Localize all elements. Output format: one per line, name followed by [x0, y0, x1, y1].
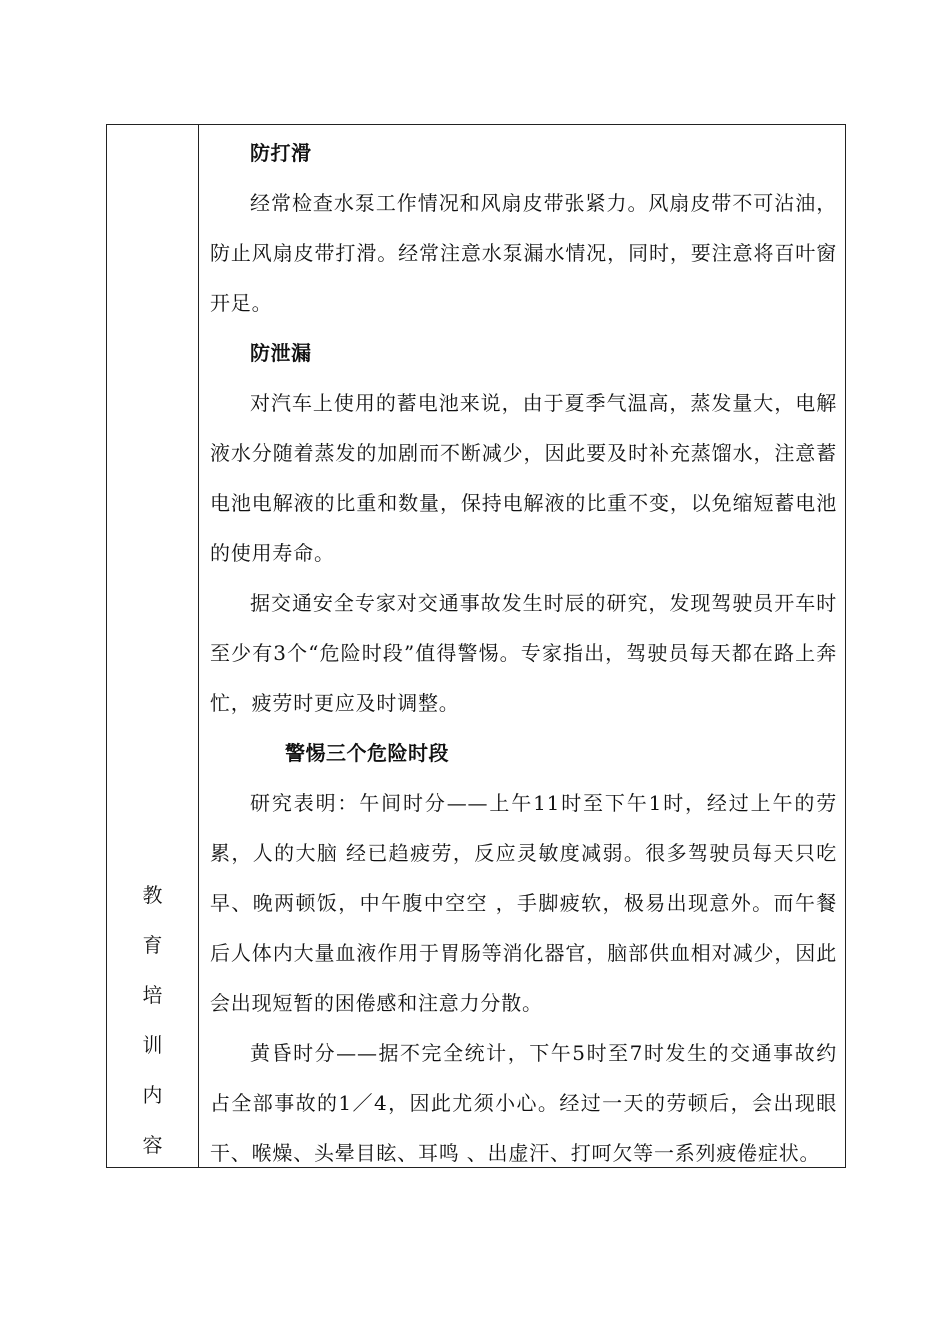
paragraph-danger-periods-intro: 据交通安全专家对交通事故发生时辰的研究，发现驾驶员开车时至少有3个“危险时段”值得警惕。专家指出，驾驶员每天都在路上奔忙，疲劳时更应及时调整。 — [210, 591, 837, 715]
section-heading-anti-leak: 防泄漏 — [250, 341, 312, 365]
label-char: 内 — [142, 1083, 163, 1107]
document-table — [106, 124, 846, 1168]
label-char: 教 — [142, 883, 163, 907]
paragraph-noon: 研究表明：午间时分——上午11时至下午1时，经过上午的劳累，人的大脑 经已趋疲劳，反应灵敏度减弱。很多驾驶员每天只吃早、晚两顿饭，中午腹中空空 ，手脚疲软，极易出现意外。而午餐后人体内大量血液作用于胃肠等消化器官，脑部供血相对减少，因此会出现短暂的困倦感和注意力分散。 — [210, 791, 837, 1015]
paragraph-anti-slip: 经常检查水泵工作情况和风扇皮带张紧力。风扇皮带不可沾油，防止风扇皮带打滑。经常注意水泵漏水情况，同时，要注意将百叶窗开足。 — [210, 191, 837, 315]
label-char: 训 — [142, 1033, 163, 1057]
section-heading-anti-slip: 防打滑 — [250, 141, 312, 165]
label-char: 培 — [142, 983, 163, 1007]
label-column — [107, 125, 199, 1167]
paragraph-battery: 对汽车上使用的蓄电池来说，由于夏季气温高，蒸发量大，电解液水分随着蒸发的加剧而不断减少，因此要及时补充蒸馏水，注意蓄电池电解液的比重和数量，保持电解液的比重不变，以免缩短蓄电池的使用寿命。 — [210, 391, 837, 565]
label-char: 育 — [142, 933, 163, 957]
label-char: 容 — [142, 1133, 163, 1157]
content-body — [210, 128, 837, 1178]
label-vertical-text — [107, 870, 198, 1170]
section-heading-danger-periods: 警惕三个危险时段 — [285, 741, 449, 765]
paragraph-dusk: 黄昏时分——据不完全统计，下午5时至7时发生的交通事故约占全部事故的1／4，因此尤须小心。经过一天的劳顿后，会出现眼干、喉燥、头晕目眩、耳鸣 、出虚汗、打呵欠等一系列疲倦症状。 — [210, 1041, 837, 1165]
content-column — [199, 125, 845, 1167]
